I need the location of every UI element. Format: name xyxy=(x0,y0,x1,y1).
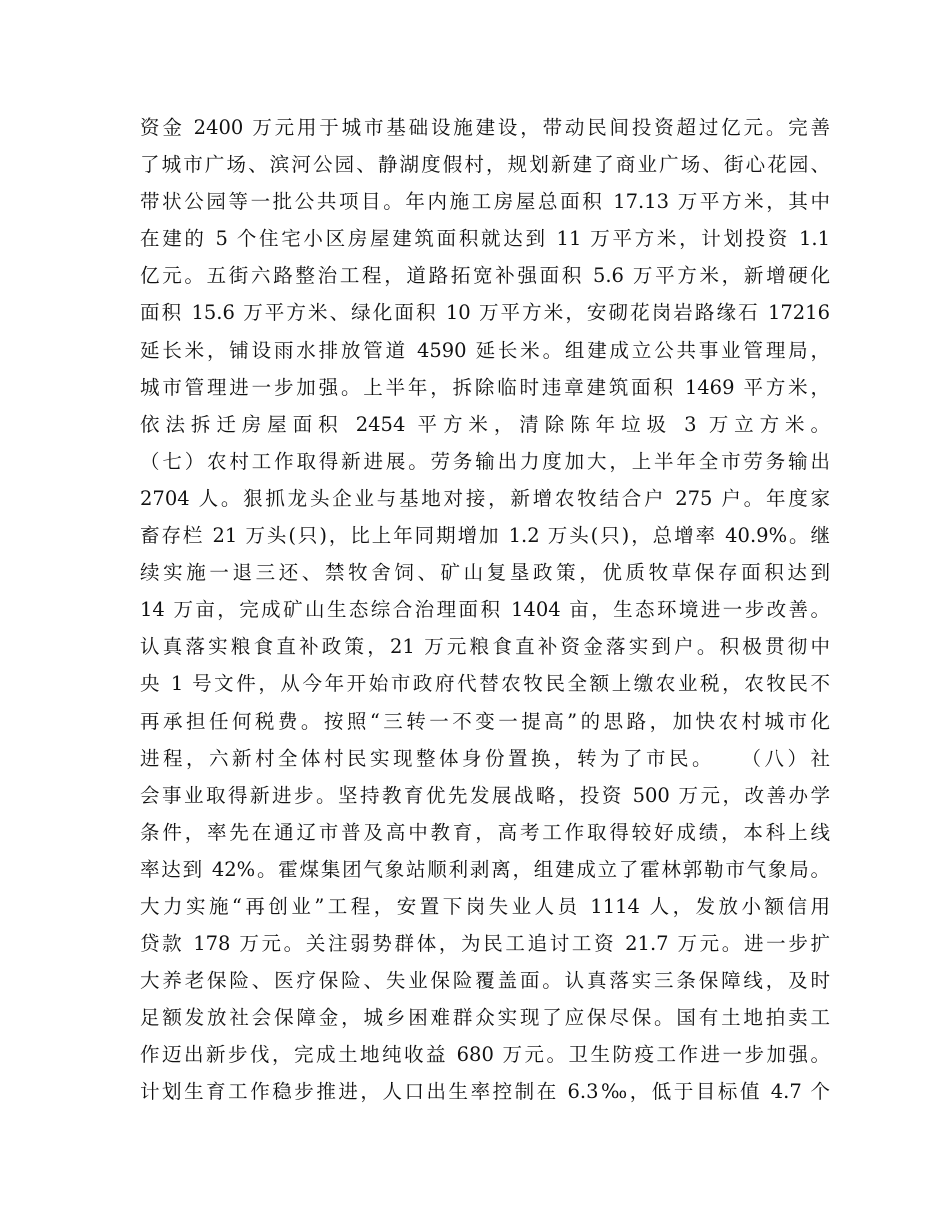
text-line: 大养老保险、医疗保险、失业保险覆盖面。认真落实三条保障线，及时 xyxy=(140,969,830,993)
text-line: 面积 15.6 万平方米、绿化面积 10 万平方米，安砌花岗岩路缘石 17216 xyxy=(140,301,830,325)
text-line: 条件，率先在通辽市普及高中教育，高考工作取得较好成绩，本科上线 xyxy=(140,820,830,844)
text-line: 2704 人。狠抓龙头企业与基地对接，新增农牧结合户 275 户。年度家 xyxy=(140,486,830,510)
text-line: （七）农村工作取得新进展。劳务输出力度加大，上半年全市劳务输出 xyxy=(140,449,830,473)
text-line: 央 1 号文件，从今年开始市政府代替农牧民全额上缴农业税，农牧民不 xyxy=(140,672,830,696)
text-line: 大力实施“再创业”工程，安置下岗失业人员 1114 人，发放小额信用 xyxy=(140,894,830,918)
text-line: 会事业取得新进步。坚持教育优先发展战略，投资 500 万元，改善办学 xyxy=(140,783,830,807)
text-line: 作迈出新步伐，完成土地纯收益 680 万元。卫生防疫工作进一步加强。 xyxy=(140,1043,830,1067)
text-line: 贷款 178 万元。关注弱势群体，为民工追讨工资 21.7 万元。进一步扩 xyxy=(140,932,830,956)
text-line: 资金 2400 万元用于城市基础设施建设，带动民间投资超过亿元。完善 xyxy=(140,116,830,139)
text-line: 亿元。五街六路整治工程，道路拓宽补强面积 5.6 万平方米，新增硬化 xyxy=(140,264,830,288)
text-line: 14 万亩，完成矿山生态综合治理面积 1404 亩，生态环境进一步改善。 xyxy=(140,598,830,622)
text-line: 认真落实粮食直补政策，21 万元粮食直补资金落实到户。积极贯彻中 xyxy=(140,635,830,659)
text-line: 依法拆迁房屋面积 2454 平方米，清除陈年垃圾 3 万立方米。 xyxy=(140,412,830,436)
text-line: 率达到 42%。霍煤集团气象站顺利剥离，组建成立了霍林郭勒市气象局。 xyxy=(140,857,830,881)
text-line: 足额发放社会保障金，城乡困难群众实现了应保尽保。国有土地拍卖工 xyxy=(140,1006,830,1030)
text-line: 了城市广场、滨河公园、静湖度假村，规划新建了商业广场、街心花园、 xyxy=(140,153,830,177)
body-text xyxy=(140,109,830,1111)
text-line: 带状公园等一批公共项目。年内施工房屋总面积 17.13 万平方米，其中 xyxy=(140,190,830,214)
text-line: 延长米，铺设雨水排放管道 4590 延长米。组建成立公共事业管理局， xyxy=(140,338,830,362)
text-line: 计划生育工作稳步推进，人口出生率控制在 6.3‰，低于目标值 4.7 个 xyxy=(140,1080,830,1104)
text-line: 在建的 5 个住宅小区房屋建筑面积就达到 11 万平方米，计划投资 1.1 xyxy=(140,227,830,251)
text-line: 城市管理进一步加强。上半年，拆除临时违章建筑面积 1469 平方米， xyxy=(140,375,830,399)
text-line: 续实施一退三还、禁牧舍饲、矿山复垦政策，优质牧草保存面积达到 xyxy=(140,561,830,585)
text-line: 进程，六新村全体村民实现整体身份置换，转为了市民。 （八）社 xyxy=(140,746,830,770)
text-line: 畜存栏 21 万头(只)，比上年同期增加 1.2 万头(只)，总增率 40.9%。继 xyxy=(140,524,830,548)
text-line: 再承担任何税费。按照“三转一不变一提高”的思路，加快农村城市化 xyxy=(140,709,830,733)
